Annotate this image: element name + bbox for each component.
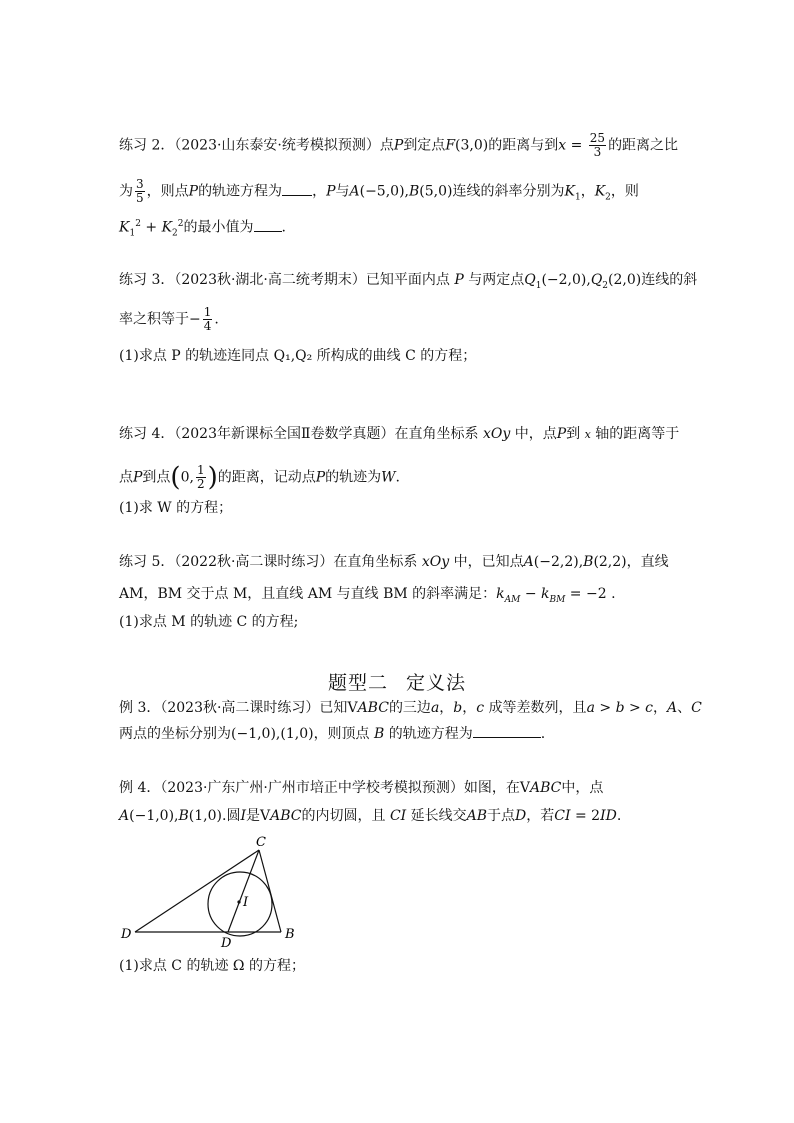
ex3-line-1: 练习 3．（2023秋·湖北·高二统考期末）已知平面内点 P 与两定点$Q_1(-2,0),Q_2(2,0)$连线的斜	[119, 272, 698, 291]
ex4-text: 到点	[142, 469, 171, 486]
eg4-text: 于点	[487, 808, 516, 824]
label-d-bottom: D	[221, 936, 232, 949]
ex4-text: 的距离，记动点	[217, 469, 316, 486]
eg4-text: 的内切圆，且	[301, 808, 386, 824]
ex4-text: 点	[119, 469, 133, 486]
ex3-question-1: (1)求点 P 的轨迹连同点 Q₁,Q₂ 所构成的曲线 C 的方程；	[119, 348, 477, 364]
label-d-left: D	[121, 927, 132, 942]
answer-blank	[473, 725, 541, 738]
ex2-text: 的距离与到	[488, 137, 559, 154]
ex2-text: 的轨迹方程为	[198, 183, 283, 200]
label-b: B	[285, 927, 295, 942]
ex4-text: 中，点	[514, 426, 557, 442]
triangle-side-cb	[259, 850, 281, 932]
ex5-text: AM，BM 交于点 M，且直线 AM 与直线 BM 的斜率满足：	[119, 586, 497, 602]
triangle-side-dc	[135, 850, 259, 932]
fraction-1-2: $\frac{1}{2}$	[196, 463, 205, 491]
eg3-text: 两点的坐标分别为	[119, 726, 231, 742]
eg4-question-1: (1)求点 C 的轨迹 Ω 的方程；	[119, 958, 305, 974]
section-heading	[0, 670, 794, 696]
ex4-question-1: (1)求 W 的方程；	[119, 500, 233, 516]
eg4-text: 延长线交	[410, 808, 467, 824]
ex5-line-1: 练习 5．（2022秋·高二课时练习）在直角坐标系 xOy 中，已知点A(−2,2),B(2,2)，直线	[119, 554, 669, 570]
eg4-text: .圆	[222, 808, 241, 824]
ex4-text: 的轨迹为	[325, 469, 382, 486]
eg4-text: 是	[245, 808, 260, 824]
eg3-line-2: 两点的坐标分别为(−1,0),(1,0)，则顶点 B 的轨迹方程为 .	[119, 726, 546, 742]
ex5-text: 中，已知点	[453, 554, 524, 570]
ex5-text: ，直线	[626, 554, 669, 570]
ex2-text: 到定点	[403, 137, 446, 154]
ex3-text: 练习 3．（2023秋·湖北·高二统考期末）已知平面内点	[119, 272, 450, 288]
fraction-1-4: $\frac{1}{4}$	[203, 305, 212, 333]
fraction-3-5: $\frac{3}{5}$	[136, 177, 144, 205]
ex2-line-3: $K_1^2 + K_2^2$的最小值为 .	[119, 219, 286, 239]
ex4-line-1: 练习 4．（2023年新课标全国Ⅱ卷数学真题）在直角坐标系 xOy 中，点P到 x 轴的距离等于	[119, 426, 680, 442]
eg3-text: 例 3．（2023秋·高二课时练习）已知	[119, 700, 348, 716]
section-name: 题型二	[327, 672, 388, 694]
eg3-text: 的轨迹方程为	[388, 726, 473, 742]
eg3-text: 成等差数列，且	[488, 700, 587, 716]
ex2-text: ，则点	[146, 183, 189, 200]
answer-blank	[282, 183, 312, 196]
fraction-25-3: $\frac{25}{3}$	[589, 131, 606, 159]
ex2-text: 的最小值为	[183, 219, 254, 236]
ex4-line-2: 点P到点(0, $\frac{1}{2}$ )的距离，记动点P的轨迹为W.	[119, 462, 400, 493]
triangle-figure	[115, 834, 305, 949]
ex2-text: ，则	[610, 183, 639, 200]
eg4-line-1: 例 4．（2023·广东广州·广州市培正中学校考模拟预测）如图，在VABC中，点	[119, 780, 604, 796]
ex5-line-2: AM，BM 交于点 M，且直线 AM 与直线 BM 的斜率满足：$k_{AM} - k_{BM} = -2$ .	[119, 586, 616, 605]
ex2-line-1: 练习 2．（2023·山东泰安·统考模拟预测）点P到定点F(3,0)的距离与到x = $\frac{25}{3}$ 的距离之比	[119, 131, 679, 159]
segment-cd	[228, 850, 259, 932]
eg4-line-2: A(−1,0),B(1,0).圆I是VABC的内切圆，且 CI 延长线交AB于点D，若CI = 2ID.	[119, 808, 622, 824]
eg4-text: 例 4．（2023·广东广州·广州市培正中学校考模拟预测）如图，在	[119, 780, 520, 796]
section-method: 定义法	[406, 672, 467, 694]
eg3-line-1: 例 3．（2023秋·高二课时练习）已知VABC的三边a，b，c 成等差数列，且a > b > c，A、C	[119, 700, 702, 716]
ex2-text: 的距离之比	[608, 137, 679, 154]
ex3-text: 率之积等于	[119, 311, 189, 328]
ex2-text: ，	[312, 183, 327, 200]
ex2-text: 连线的斜率分别为	[452, 183, 565, 200]
ex2-line-2: 为 $\frac{3}{5}$ ，则点P的轨迹方程为 ，P与A(−5,0),B(5,0)连线的斜率分别为$K_1$，$K_2$，则	[119, 177, 639, 205]
point-i	[237, 900, 240, 903]
ex5-text: 练习 5．（2022秋·高二课时练习）在直角坐标系	[119, 554, 418, 570]
ex5-question-1: (1)求点 M 的轨迹 C 的方程;	[119, 614, 299, 630]
ex3-text: 与两定点	[468, 272, 525, 288]
eg3-text: 的三边	[388, 700, 431, 716]
incircle	[208, 872, 272, 936]
ex4-text: 轴的距离等于	[595, 426, 680, 442]
ex2-text: 练习 2．（2023·山东泰安·统考模拟预测）点	[119, 137, 394, 154]
eg4-text: 中，点	[561, 780, 604, 796]
eg4-text: ，若	[526, 808, 555, 824]
label-i: I	[243, 895, 249, 910]
ex4-text: 到	[566, 426, 581, 442]
ex2-text: 为	[119, 183, 133, 200]
eg3-text: ，则顶点	[313, 726, 370, 742]
answer-blank	[254, 219, 282, 232]
ex3-line-2: 率之积等于− $\frac{1}{4}$ .	[119, 305, 219, 333]
ex2-text: 与	[335, 183, 350, 200]
label-c: C	[256, 835, 266, 850]
ex4-text: 练习 4．（2023年新课标全国Ⅱ卷数学真题）在直角坐标系	[119, 426, 479, 442]
ex3-text: 连线的斜	[641, 272, 698, 288]
